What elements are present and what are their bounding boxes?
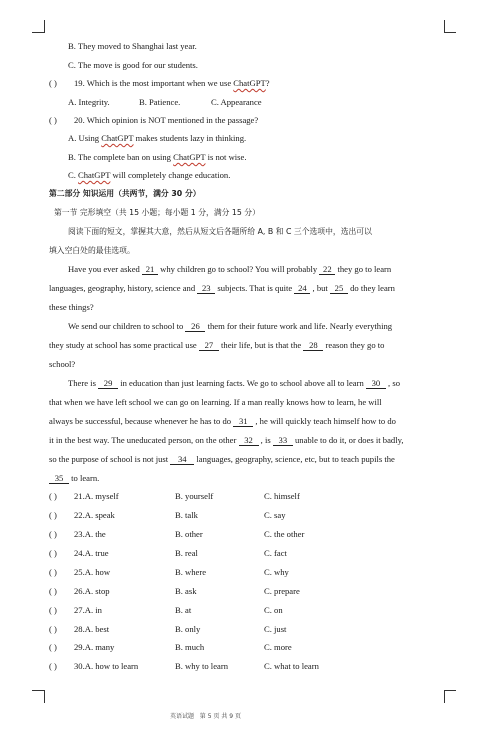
answer-bracket-25[interactable]: ( ) — [49, 567, 57, 577]
crop-mark-top-right-h — [444, 32, 456, 33]
blank-32[interactable]: 32 — [239, 435, 259, 446]
option-30-c[interactable]: C. what to learn — [264, 661, 319, 671]
answer-bracket-21[interactable]: ( ) — [49, 491, 57, 501]
passage-p1-line2 — [49, 283, 395, 294]
option-30-a[interactable]: 30.A. how to learn — [74, 661, 139, 671]
passage-text: to learn. — [69, 473, 100, 483]
blank-33[interactable]: 33 — [273, 435, 293, 446]
option-27-b[interactable]: B. at — [175, 605, 192, 615]
passage-p2-line1 — [68, 321, 392, 332]
crop-mark-bottom-left-h — [32, 690, 44, 691]
section2-instruction-line1: 阅读下面的短文，掌握其大意，然后从短文后各题所给 A, B 和 C 三个选项中，选出可以 — [68, 227, 372, 236]
q20-option-c-chatgpt: ChatGPT — [78, 170, 111, 180]
passage-text: they study at school has some practical use — [49, 340, 199, 350]
passage-text: languages, geography, science, etc, but to teach pupils the — [194, 454, 395, 464]
footer-page-mid: 页 共 — [213, 713, 228, 720]
blank-23[interactable]: 23 — [197, 283, 215, 294]
option-26-a[interactable]: 26.A. stop — [74, 586, 110, 596]
option-27-c[interactable]: C. on — [264, 605, 283, 615]
footer-page-number: 5 — [207, 713, 212, 720]
option-25-c[interactable]: C. why — [264, 567, 289, 577]
section2-title: 第二部分 知识运用（共两节，满分 30 分） — [49, 189, 201, 198]
crop-mark-bottom-right-v — [444, 690, 445, 703]
q20-option-a-pre: A. Using — [68, 133, 102, 143]
blank-30[interactable]: 30 — [366, 378, 386, 389]
crop-mark-bottom-left-v — [44, 690, 45, 703]
blank-28[interactable]: 28 — [303, 340, 323, 351]
answer-bracket-29[interactable]: ( ) — [49, 642, 57, 652]
passage-text: their life, but is that the — [218, 340, 304, 350]
option-28-a[interactable]: 28.A. best — [74, 624, 110, 634]
crop-mark-top-left-v — [44, 20, 45, 33]
passage-text: languages, geography, history, science and — [49, 283, 198, 293]
crop-mark-top-right-v — [444, 20, 445, 33]
footer-page-total: 9 — [229, 713, 234, 720]
passage-text: , so — [385, 378, 400, 388]
passage-text: they go to learn — [335, 264, 392, 274]
answer-bracket-23[interactable]: ( ) — [49, 529, 57, 539]
q19-answer-bracket[interactable]: ( ) — [49, 78, 57, 88]
passage-text: subjects. That is quite — [215, 283, 295, 293]
option-26-c[interactable]: C. prepare — [264, 586, 300, 596]
option-22-a[interactable]: 22.A. speak — [74, 510, 115, 520]
option-25-a[interactable]: 25.A. how — [74, 567, 111, 577]
passage-p1-line1 — [68, 264, 391, 275]
option-21-a[interactable]: 21.A. myself — [74, 491, 119, 501]
footer-page-prefix: 第 — [199, 713, 206, 720]
option-21-b[interactable]: B. yourself — [175, 491, 214, 501]
passage-p2-line3: school? — [49, 359, 76, 369]
section2-subtitle: 第一节 完形填空（共 15 小题；每小题 1 分，满分 15 分） — [54, 208, 260, 217]
section2-instruction-line2: 填入空白处的最佳选项。 — [49, 246, 135, 255]
q20-stem: 20. Which opinion is NOT mentioned in the passage? — [74, 115, 259, 125]
blank-21[interactable]: 21 — [142, 264, 158, 275]
passage-text: them for their future work and life. Nearly everything — [205, 321, 393, 331]
option-29-b[interactable]: B. much — [175, 642, 205, 652]
answer-bracket-22[interactable]: ( ) — [49, 510, 57, 520]
passage-p3-line3 — [49, 416, 396, 427]
option-21-c[interactable]: C. himself — [264, 491, 300, 501]
passage-text: Have you ever asked — [68, 264, 142, 274]
q19-option-b: B. Patience. — [139, 97, 181, 107]
q20-option-c-post: will completely change education. — [110, 170, 231, 180]
q20-option-b-chatgpt: ChatGPT — [173, 152, 206, 162]
answer-bracket-27[interactable]: ( ) — [49, 605, 57, 615]
passage-p3-line5 — [49, 454, 395, 465]
footer-page-suffix: 页 — [235, 713, 242, 720]
passage-p1-line3: these things? — [49, 302, 94, 312]
option-23-b[interactable]: B. other — [175, 529, 203, 539]
q20-answer-bracket[interactable]: ( ) — [49, 115, 57, 125]
passage-text: We send our children to school to — [68, 321, 186, 331]
blank-25[interactable]: 25 — [330, 283, 348, 294]
option-29-c[interactable]: C. more — [264, 642, 292, 652]
passage-text: in education than just learning facts. We go to school above all to learn — [118, 378, 366, 388]
q20-option-b — [68, 152, 246, 163]
crop-mark-top-left-h — [32, 32, 44, 33]
q20-option-c — [68, 170, 230, 181]
q18-option-b: B. They moved to Shanghai last year. — [68, 41, 197, 51]
passage-text: why children go to school? You will probably — [157, 264, 320, 274]
passage-p3-line2: that when we have left school we can go on learning. If a man really knows how to learn, he will — [49, 397, 382, 407]
blank-27[interactable]: 27 — [199, 340, 219, 351]
blank-35[interactable]: 35 — [49, 473, 69, 484]
q19-stem-end: ? — [265, 78, 270, 88]
q19-chatgpt: ChatGPT — [233, 78, 266, 88]
q20-option-a — [68, 133, 246, 144]
option-29-a[interactable]: 29.A. many — [74, 642, 115, 652]
passage-text: reason they go to — [323, 340, 385, 350]
option-30-b[interactable]: B. why to learn — [175, 661, 228, 671]
q19-option-a: A. Integrity. — [68, 97, 110, 107]
crop-mark-bottom-right-h — [444, 690, 456, 691]
option-25-b[interactable]: B. where — [175, 567, 207, 577]
answer-bracket-28[interactable]: ( ) — [49, 624, 57, 634]
passage-text: , is — [258, 435, 273, 445]
passage-p2-line2 — [49, 340, 384, 351]
passage-text: always be successful, because whenever he has to do — [49, 416, 234, 426]
option-28-c[interactable]: C. just — [264, 624, 287, 634]
option-24-c[interactable]: C. fact — [264, 548, 287, 558]
passage-p3-line6 — [49, 473, 99, 484]
passage-text: , he will quickly teach himself how to do — [253, 416, 396, 426]
blank-29[interactable]: 29 — [98, 378, 118, 389]
option-22-b[interactable]: B. talk — [175, 510, 198, 520]
passage-text: There is — [68, 378, 99, 388]
passage-text: it in the best way. The uneducated person, on the other — [49, 435, 239, 445]
blank-26[interactable]: 26 — [185, 321, 205, 332]
option-28-b[interactable]: B. only — [175, 624, 201, 634]
answer-bracket-26[interactable]: ( ) — [49, 586, 57, 596]
blank-22[interactable]: 22 — [319, 264, 335, 275]
q20-option-c-pre: C. — [68, 170, 79, 180]
option-27-a[interactable]: 27.A. in — [74, 605, 102, 615]
answer-bracket-24[interactable]: ( ) — [49, 548, 57, 558]
option-26-b[interactable]: B. ask — [175, 586, 197, 596]
q19-stem-text: 19. Which is the most important when we use — [74, 78, 234, 88]
option-23-a[interactable]: 23.A. the — [74, 529, 106, 539]
passage-text: , but — [310, 283, 330, 293]
blank-34[interactable]: 34 — [170, 454, 194, 465]
q20-option-b-post: is not wise. — [205, 152, 247, 162]
passage-p3-line1 — [68, 378, 400, 389]
q20-option-b-pre: B. The complete ban on using — [68, 152, 174, 162]
answer-bracket-30[interactable]: ( ) — [49, 661, 57, 671]
option-23-c[interactable]: C. the other — [264, 529, 305, 539]
footer-subject: 英语试题 — [170, 713, 195, 720]
q20-option-a-post: makes students lazy in thinking. — [133, 133, 247, 143]
q20-option-a-chatgpt: ChatGPT — [101, 133, 134, 143]
blank-24[interactable]: 24 — [294, 283, 310, 294]
blank-31[interactable]: 31 — [233, 416, 253, 427]
passage-p3-line4 — [49, 435, 404, 446]
option-24-b[interactable]: B. real — [175, 548, 198, 558]
passage-text: unable to do it, or does it badly, — [292, 435, 404, 445]
q19-stem — [74, 78, 270, 89]
option-24-a[interactable]: 24.A. true — [74, 548, 109, 558]
q19-option-c: C. Appearance — [211, 97, 262, 107]
passage-text: do they learn — [347, 283, 395, 293]
page-footer — [170, 711, 241, 720]
passage-text: so the purpose of school is not just — [49, 454, 171, 464]
option-22-c[interactable]: C. say — [264, 510, 286, 520]
q18-option-c: C. The move is good for our students. — [68, 60, 198, 70]
